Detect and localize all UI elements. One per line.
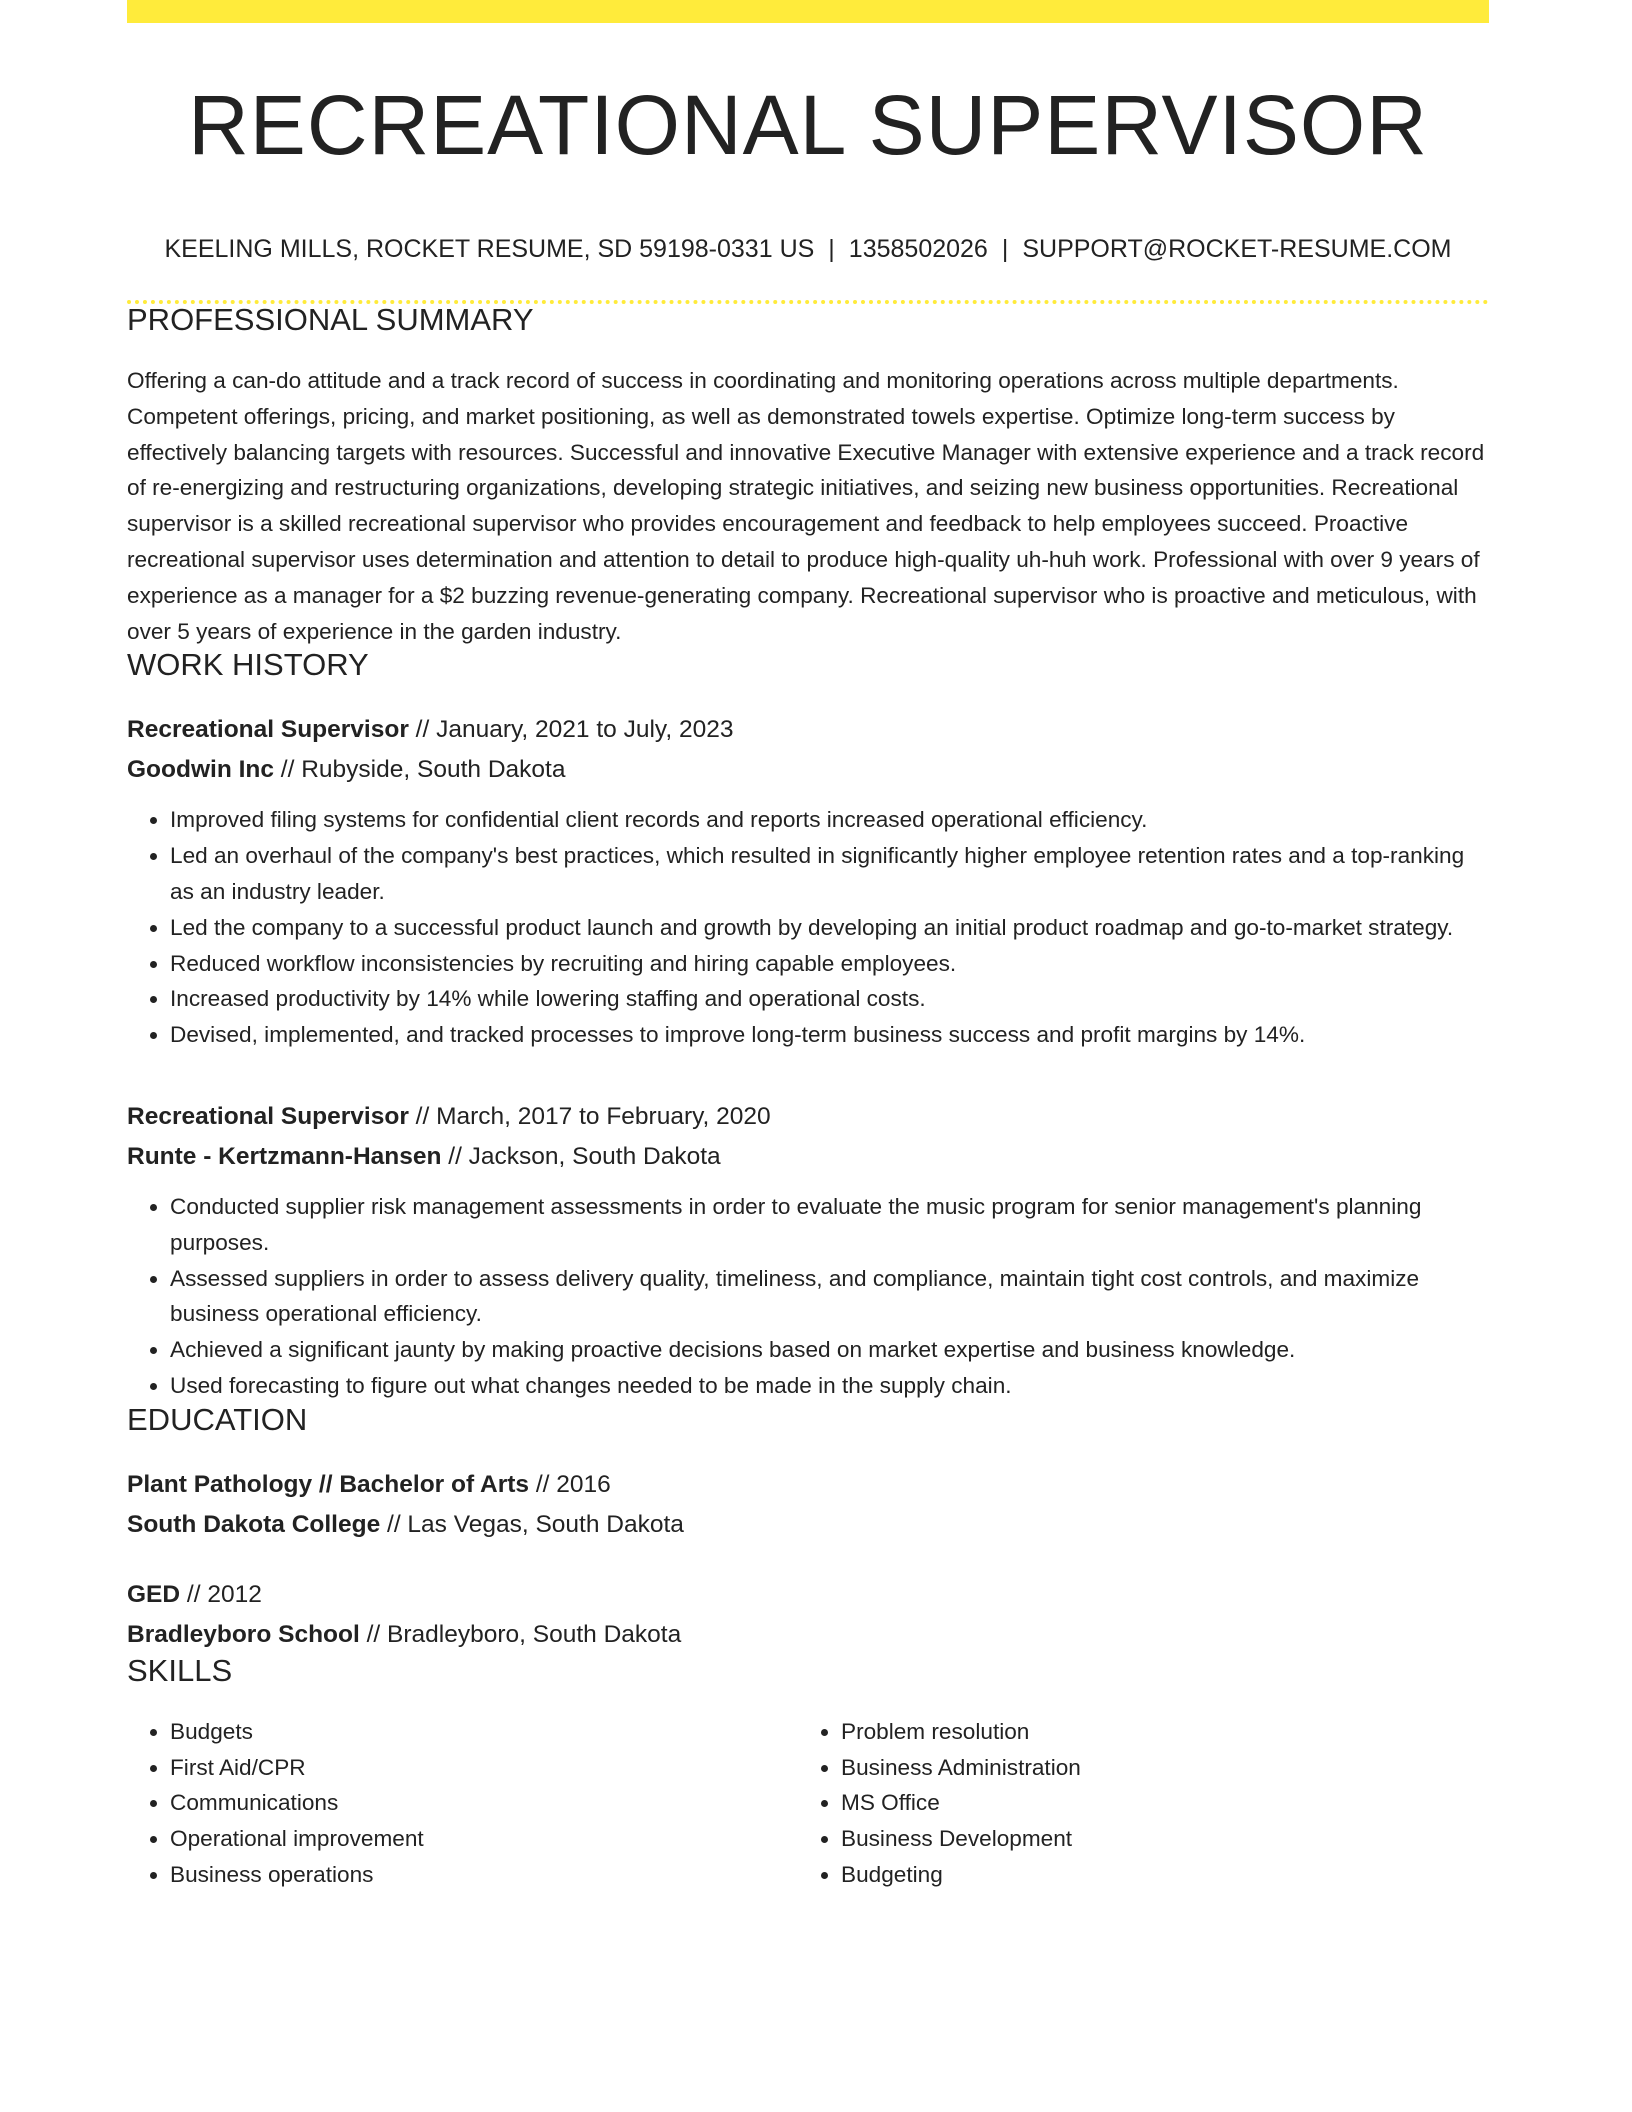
skill-item: • First Aid/CPR (170, 1750, 798, 1786)
skill-item: • Communications (170, 1785, 798, 1821)
education-school-line (127, 1505, 1489, 1545)
job-bullet: • Used forecasting to figure out what changes needed to be made in the supply chain. (170, 1368, 1489, 1404)
job-dates: // March, 2017 to February, 2020 (408, 1102, 771, 1130)
skills-list-left (127, 1714, 798, 1893)
education-degree: GED (127, 1580, 181, 1608)
job-bullet: • Led the company to a successful product launch and growth by developing an initial product roadmap and go-to-market strategy. (170, 910, 1489, 946)
skill-item: • Operational improvement (170, 1821, 798, 1857)
education-heading: EDUCATION (127, 1401, 308, 1437)
job-role-line (127, 710, 1489, 750)
education-degree-line (127, 1465, 1489, 1505)
job-bullet: • Increased productivity by 14% while lowering staffing and operational costs. (170, 981, 1489, 1017)
job-bullet: • Achieved a significant jaunty by making proactive decisions based on market expertise and business knowledge. (170, 1332, 1489, 1368)
summary-text: Offering a can-do attitude and a track record of success in coordinating and monitoring operations across multiple departments. Competent offerings, pricing, and market positioning, as well as demonstrated towels expertise. Optimize long-term success by effectively balancing targets with resources. Successful and innovative Executive Manager with extensive experience and a track record of re-energizing and restructuring organizations, developing strategic initiatives, and seizing new business opportunities. Recreational supervisor is a skilled recreational supervisor who provides encouragement and feedback to help employees succeed. Proactive recreational supervisor uses determination and attention to detail to produce high-quality uh-huh work. Professional with over 9 years of experience as a manager for a $2 buzzing revenue-generating company. Recreational supervisor who is proactive and meticulous, with over 5 years of experience in the garden industry. (127, 368, 1485, 644)
job-bullet: • Devised, implemented, and tracked processes to improve long-term business success and profit margins by 14%. (170, 1017, 1489, 1053)
job-bullet: • Improved filing systems for confidential client records and reports increased operational efficiency. (170, 802, 1489, 838)
education-school-line (127, 1615, 1489, 1655)
job-company-line (127, 750, 1489, 790)
summary-heading: PROFESSIONAL SUMMARY (127, 302, 534, 337)
skill-item: • Problem resolution (841, 1714, 1461, 1750)
job-role: Recreational Supervisor (127, 1102, 409, 1130)
job-company: Runte - Kertzmann-Hansen (127, 1142, 442, 1170)
skills-list-right (798, 1714, 1461, 1893)
education-year: // 2016 (529, 1470, 611, 1498)
job-location: // Jackson, South Dakota (441, 1142, 721, 1170)
contact-line (127, 237, 1489, 262)
job-bullet: • Assessed suppliers in order to assess delivery quality, timeliness, and compliance, maintain tight cost controls, and maximize business operational efficiency. (170, 1261, 1489, 1333)
education-entry (127, 1575, 1489, 1655)
job-bullet: • Reduced workflow inconsistencies by recruiting and hiring capable employees. (170, 946, 1489, 982)
job-entry (127, 1097, 1489, 1404)
contact-separator: | (828, 235, 835, 263)
job-dates: // January, 2021 to July, 2023 (408, 716, 734, 744)
education-degree: Plant Pathology // Bachelor of Arts (127, 1470, 530, 1498)
skill-item: • MS Office (841, 1785, 1461, 1821)
contact-email: SUPPORT@ROCKET-RESUME.COM (1022, 235, 1452, 263)
contact-address: KEELING MILLS, ROCKET RESUME, SD 59198-0331 US (164, 235, 815, 263)
work-history-heading: WORK HISTORY (127, 647, 369, 683)
education-entry (127, 1465, 1489, 1545)
skill-item: • Business Development (841, 1821, 1461, 1857)
resume-page (127, 0, 1489, 1893)
education-location: // Las Vegas, South Dakota (380, 1510, 684, 1538)
resume-title: RECREATIONAL SUPERVISOR (188, 78, 1428, 172)
skills-columns (127, 1714, 1489, 1893)
skill-item: • Budgets (170, 1714, 798, 1750)
contact-separator: | (1001, 235, 1009, 263)
job-role: Recreational Supervisor (127, 716, 409, 744)
education-year: // 2012 (180, 1580, 262, 1608)
job-company-line (127, 1137, 1489, 1177)
skill-item: • Business Administration (841, 1750, 1461, 1786)
job-role-line (127, 1097, 1489, 1137)
top-accent-bar (127, 0, 1489, 23)
education-school: South Dakota College (127, 1510, 381, 1538)
skill-item: • Business operations (170, 1857, 798, 1893)
skill-item: • Budgeting (841, 1857, 1461, 1893)
contact-phone: 1358502026 (848, 235, 988, 263)
job-bullet: • Led an overhaul of the company's best practices, which resulted in significantly higher employee retention rates and a top-ranking as an industry leader. (170, 838, 1489, 910)
education-school: Bradleyboro School (127, 1620, 360, 1648)
education-degree-line (127, 1575, 1489, 1615)
job-location: // Rubyside, South Dakota (274, 756, 566, 784)
job-company: Goodwin Inc (127, 756, 274, 784)
skills-heading: SKILLS (127, 1652, 233, 1688)
job-bullet: • Conducted supplier risk management assessments in order to evaluate the music program for senior management's planning purposes. (170, 1189, 1489, 1261)
job-entry (127, 710, 1489, 1053)
job-bullets (127, 1189, 1489, 1404)
education-location: // Bradleyboro, South Dakota (359, 1620, 682, 1648)
job-bullets (127, 802, 1489, 1053)
